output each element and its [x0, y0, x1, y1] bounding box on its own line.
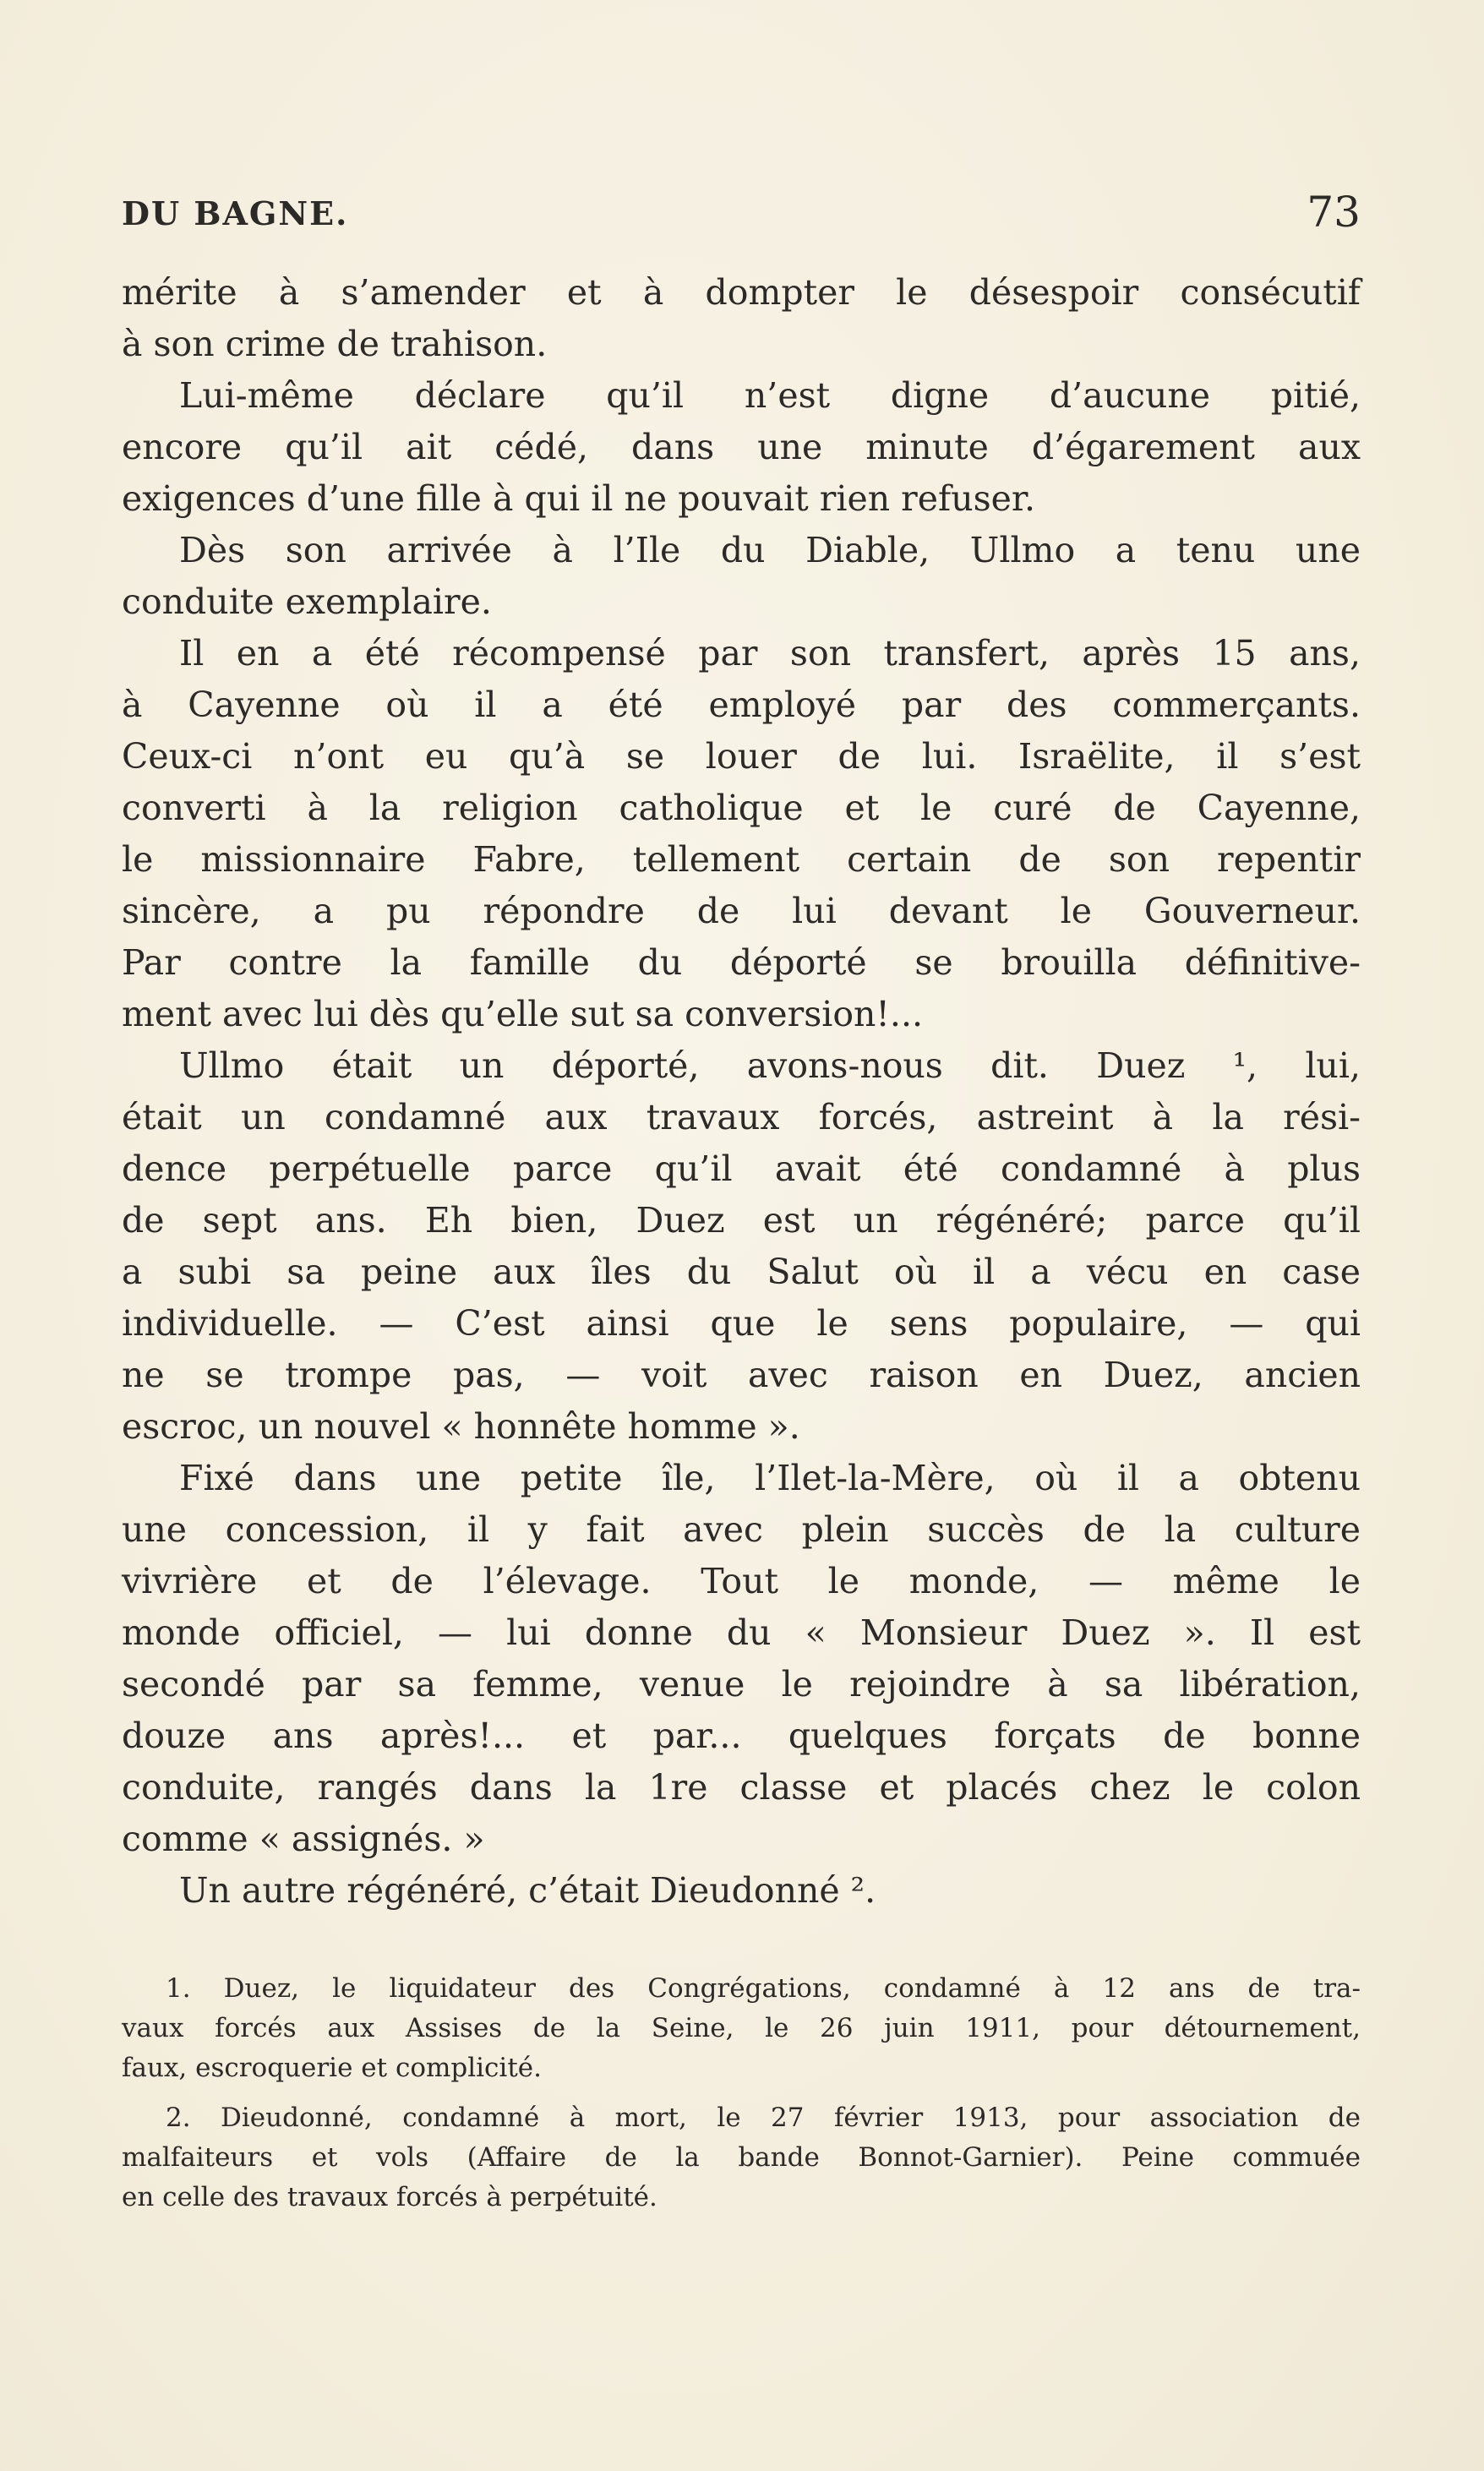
page-number: 73	[1307, 188, 1361, 237]
text-line: monde officiel, — lui donne du « Monsieur Duez ». Il est	[122, 1612, 1361, 1653]
text-line: Il en a été récompensé par son transfert, après 15 ans,	[179, 633, 1361, 674]
text-line: encore qu’il ait cédé, dans une minute d’égarement aux	[122, 427, 1361, 467]
text-line: exigences d’une fille à qui il ne pouvait rien refuser.	[122, 478, 1036, 519]
text-line: dence perpétuelle parce qu’il avait été condamné à plus	[122, 1148, 1361, 1189]
footnotes	[122, 1969, 1361, 2217]
footnote-spacer	[122, 2088, 1361, 2098]
footnote-line: malfaiteurs et vols (Affaire de la bande Bonnot-Garnier). Peine commuée	[122, 2142, 1361, 2173]
text-line: conduite, rangés dans la 1re classe et placés chez le colon	[122, 1767, 1361, 1808]
text-line: à son crime de trahison.	[122, 324, 548, 364]
text-line: conduite exemplaire.	[122, 581, 492, 622]
running-title: DU BAGNE.	[122, 194, 349, 232]
text-line: comme « assignés. »	[122, 1819, 485, 1859]
text-line: Fixé dans une petite île, l’Ilet-la-Mère, où il a obtenu	[179, 1458, 1361, 1498]
text-line: une concession, il y fait avec plein succès de la culture	[122, 1509, 1361, 1550]
text-line: a subi sa peine aux îles du Salut où il a vécu en case	[122, 1252, 1361, 1292]
footnote-line: 2. Dieudonné, condamné à mort, le 27 février 1913, pour association de	[166, 2103, 1361, 2133]
text-line: sincère, a pu répondre de lui devant le Gouverneur.	[122, 891, 1361, 931]
text-line: douze ans après!... et par... quelques forçats de bonne	[122, 1716, 1361, 1756]
text-line: Ullmo était un déporté, avons-nous dit. Duez ¹, lui,	[179, 1045, 1361, 1086]
text-line: le missionnaire Fabre, tellement certain de son repentir	[122, 839, 1361, 880]
text-line: Lui-même déclare qu’il n’est digne d’aucune pitié,	[179, 375, 1361, 416]
text-line: Dès son arrivée à l’Ile du Diable, Ullmo a tenu une	[179, 530, 1361, 570]
text-line: vivrière et de l’élevage. Tout le monde, — même le	[122, 1561, 1361, 1601]
text-line: ne se trompe pas, — voit avec raison en Duez, ancien	[122, 1355, 1361, 1395]
footnote-line: en celle des travaux forcés à perpétuité.	[122, 2182, 657, 2212]
footnote-line: faux, escroquerie et complicité.	[122, 2053, 542, 2083]
text-line: de sept ans. Eh bien, Duez est un régénéré; parce qu’il	[122, 1200, 1361, 1241]
footnote-line: 1. Duez, le liquidateur des Congrégations, condamné à 12 ans de tra-	[166, 1973, 1361, 2004]
text-line: ment avec lui dès qu’elle sut sa conversion!...	[122, 994, 924, 1034]
text-line: Un autre régénéré, c’était Dieudonné ².	[179, 1870, 876, 1911]
text-line: secondé par sa femme, venue le rejoindre à sa libération,	[122, 1664, 1361, 1705]
text-line: individuelle. — C’est ainsi que le sens populaire, — qui	[122, 1303, 1361, 1344]
text-line: à Cayenne où il a été employé par des commerçants.	[122, 685, 1361, 725]
text-line: était un condamné aux travaux forcés, astreint à la rési-	[122, 1097, 1361, 1137]
text-line: Par contre la famille du déporté se brouilla définitive-	[122, 942, 1361, 983]
text-line: escroc, un nouvel « honnête homme ».	[122, 1406, 800, 1447]
text-line: converti à la religion catholique et le curé de Cayenne,	[122, 788, 1361, 828]
running-head	[122, 188, 1361, 238]
text-line: mérite à s’amender et à dompter le désespoir consécutif	[122, 272, 1361, 313]
footnote-line: vaux forcés aux Assises de la Seine, le 26 juin 1911, pour détournement,	[122, 2013, 1361, 2043]
text-line: Ceux-ci n’ont eu qu’à se louer de lui. Israëlite, il s’est	[122, 736, 1361, 777]
body-text	[122, 267, 1361, 1917]
